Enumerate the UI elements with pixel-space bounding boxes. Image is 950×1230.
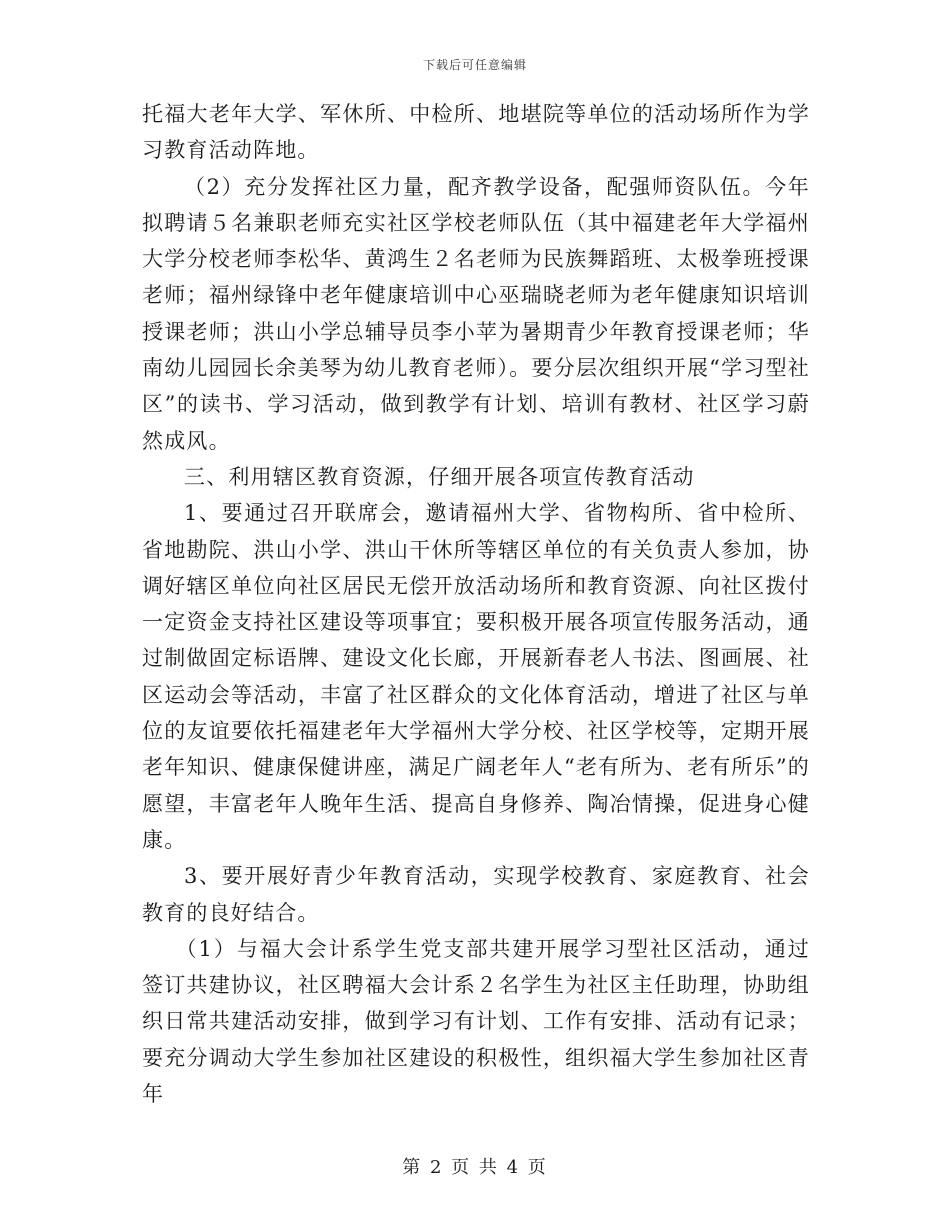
paragraph-university-partnership: （1）与福大会计系学生党支部共建开展学习型社区活动，通过签订共建协议，社区聘福大会计系２名学生为社区主任助理，协助组织日常共建活动安排，做到学习有计划、工作有安排、活动有记录；要充分调动大学生参加社区建设的积极性，组织福大学生参加社区青年 (142, 936, 810, 1107)
paragraph-joint-meeting: 1、要通过召开联席会，邀请福州大学、省物构所、省中检所、省地勘院、洪山小学、洪山干休所等辖区单位的有关负责人参加，协调好辖区单位向社区居民无偿开放活动场所和教育资源、向社区拨付一定资金支持社区建设等项事宜；要积极开展各项宣传服务活动，通过制做固定标语牌、建设文化长廊，开展新春老人书法、图画展、社区运动会等活动，丰富了社区群众的文化体育活动，增进了社区与单位的友谊要依托福建老年大学福州大学分校、社区学校等，定期开展老年知识、健康保健讲座，满足广阔老年人“老有所为、老有所乐”的愿望，丰富老年人晚年生活、提高自身修养、陶冶情操，促进身心健康。 (142, 501, 810, 852)
page-number: 第 2 页 共 4 页 (402, 1157, 548, 1178)
page-header: 下载后可任意编辑 (422, 58, 527, 72)
section-heading-education-resources: 三、利用辖区教育资源，仔细开展各项宣传教育活动 (184, 464, 695, 489)
paragraph-youth-education: 3、要开展好青少年教育活动，实现学校教育、家庭教育、社会教育的良好结合。 (142, 864, 810, 925)
paragraph-teaching-staff: （2）充分发挥社区力量，配齐教学设备，配强师资队伍。今年拟聘请５名兼职老师充实社区学校老师队伍（其中福建老年大学福州大学分校老师李松华、黄鸿生２名老师为民族舞蹈班、太极拳班授课老师；福州绿锋中老年健康培训中心巫瑞晓老师为老年健康知识培训授课老师；洪山小学总辅导员李小苹为暑期青少年教育授课老师；华南幼儿园园长余美琴为幼儿教育老师）。要分层次组织开展“学习型社区”的读书、学习活动，做到教学有计划、培训有教材、社区学习蔚然成风。 (142, 174, 810, 453)
document-body (142, 96, 810, 1112)
paragraph-activity-venues: 托福大老年大学、军休所、中检所、地堪院等单位的活动场所作为学习教育活动阵地。 (142, 102, 810, 163)
